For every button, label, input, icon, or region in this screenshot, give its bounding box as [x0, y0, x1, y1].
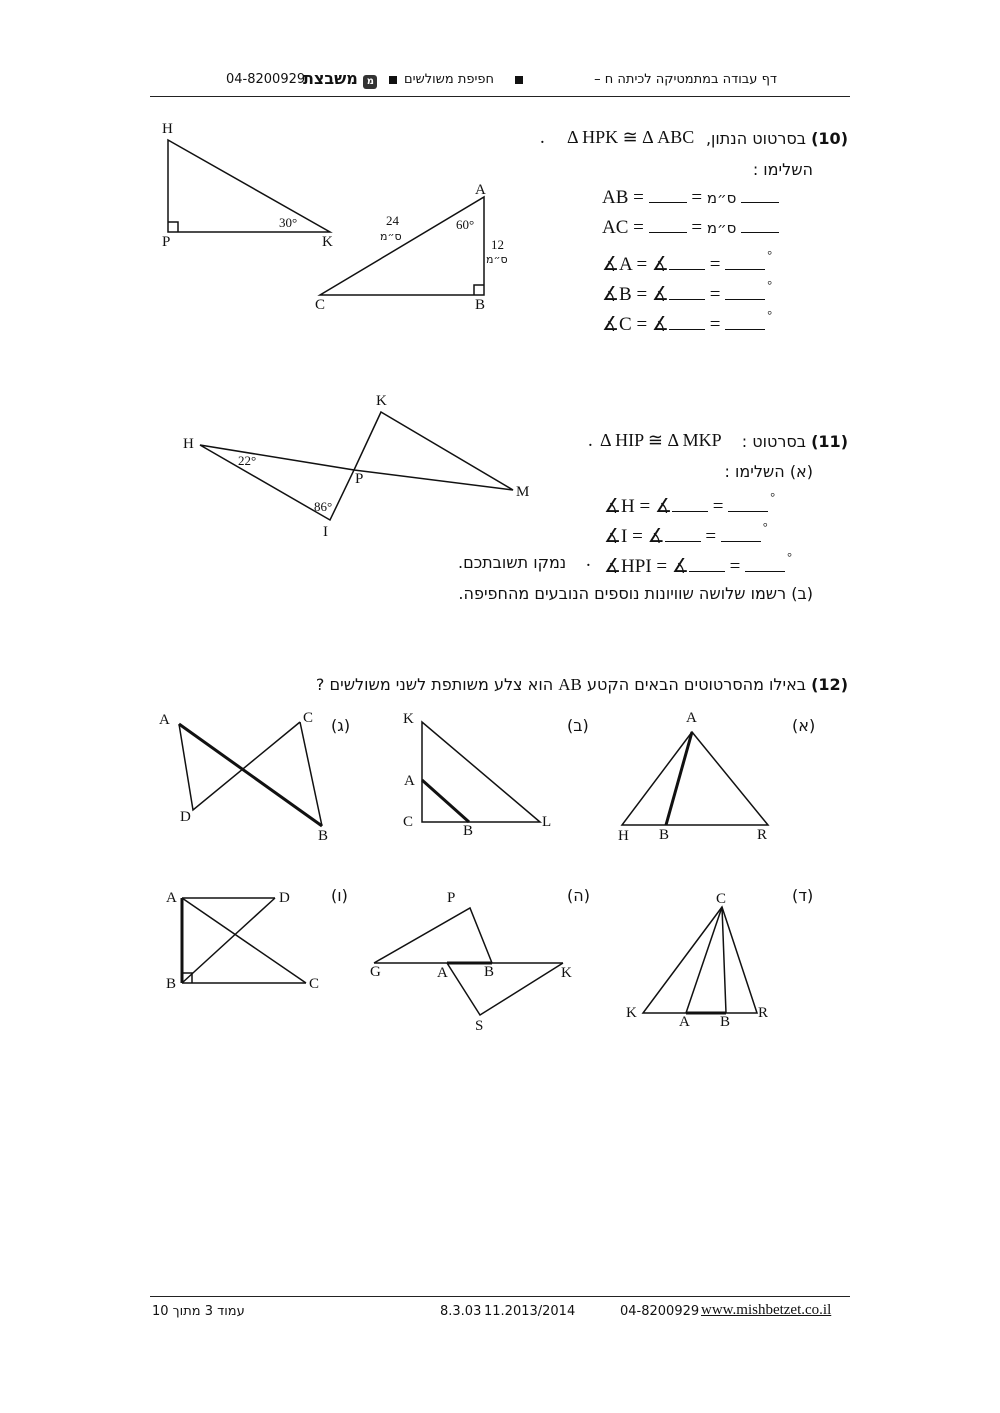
q11-complete: השלימו : [724, 462, 785, 481]
q11-angle-i-eq: = [705, 526, 717, 547]
q11-label-p: P [355, 471, 364, 487]
fig-d-label-r: R [758, 1005, 769, 1021]
fig-d-label-a: A [679, 1014, 690, 1030]
q10-line-ac-label: AC = [602, 217, 644, 238]
label-side-ac-unit: ס״מ [380, 230, 402, 243]
fig-f-label-c: C [309, 976, 320, 992]
fig-b-segment-ab [422, 780, 469, 822]
q10-angle-a-deg: ° [767, 248, 772, 262]
fig-d-label-k: K [626, 1005, 637, 1021]
fig-b-triangle [422, 722, 540, 822]
q11-statement: Δ HIP ≅ Δ MKP [600, 430, 722, 450]
fig-d-segment-ca [686, 907, 722, 1013]
q12-label-a: (א) [792, 716, 816, 735]
q10-angle-b-blank-1[interactable] [669, 285, 705, 300]
fig-a-label-b: B [659, 827, 670, 843]
label-h: H [162, 121, 173, 137]
right-angle-mark-b [474, 285, 484, 295]
q12-label-b: (ב) [567, 716, 589, 735]
fig-a-label-a: A [686, 710, 697, 726]
q11-angle-h-eq: = [712, 496, 724, 517]
q11-part-b [458, 584, 813, 603]
q11-part-a-label: (א) [789, 462, 813, 481]
fig-f-label-b: B [166, 976, 177, 992]
q10-angle-b-eq: = [709, 284, 721, 305]
footer-code: 8.3.03 [440, 1304, 482, 1319]
q11-angle-h-deg: ° [770, 490, 776, 504]
q11-period: . [588, 430, 593, 451]
fig-c-label-b: B [318, 828, 329, 844]
label-side-ab: 12 [491, 237, 504, 252]
q11-heading [742, 432, 848, 451]
q11-angle-hpi-deg: ° [787, 550, 792, 564]
fig-d-triangle [643, 907, 757, 1013]
q11-line-angle-h [604, 490, 775, 518]
q10-line-angle-a [602, 248, 772, 276]
q11-label-angle-i: 86° [314, 499, 333, 514]
header-brand-name: משבצת [303, 69, 358, 88]
q10-line-ab [602, 187, 779, 209]
fig-c-label-c: C [303, 710, 314, 726]
q11-part-b-label: (ב) [791, 584, 813, 603]
q10-line-ac [602, 217, 779, 239]
label-p: P [162, 234, 171, 250]
q12-heading [316, 675, 848, 695]
q10-angle-a-label: ∡A = ∡ [602, 254, 669, 275]
q10-heading [706, 129, 848, 148]
q10-ac-unit: ס״מ [706, 219, 737, 237]
q10-ab-blank-2[interactable] [741, 188, 779, 203]
footer-page: עמוד 3 מתוך 10 [152, 1304, 245, 1319]
q11-label-angle-h: 22° [238, 453, 257, 468]
q11-part-a [725, 462, 813, 481]
q11-angle-hpi-eq: = [729, 556, 741, 577]
fig-e-label-s: S [475, 1018, 484, 1034]
fig-f-label-a: A [166, 890, 177, 906]
fig-b-label-a: A [404, 773, 415, 789]
q12-number: (12) [811, 675, 848, 694]
fig-c-segment-ab [179, 724, 322, 826]
q11-angle-h-blank-2[interactable] [728, 497, 768, 512]
header-phone: 04-8200929 [226, 72, 306, 87]
q11-angle-h-blank-1[interactable] [672, 497, 708, 512]
fig-d-label-b: B [720, 1014, 731, 1030]
fig-e-label-b: B [484, 964, 495, 980]
label-k: K [322, 234, 333, 250]
q10-angle-c-blank-1[interactable] [669, 315, 705, 330]
fig-b-label-k: K [403, 711, 414, 727]
label-side-ac: 24 [386, 213, 399, 228]
triangle-abc [320, 197, 484, 295]
q10-statement: Δ HPK ≅ Δ ABC [567, 127, 695, 147]
q10-line-ab-label: AB = [602, 187, 644, 208]
q10-angle-c-blank-2[interactable] [725, 315, 765, 330]
q11-angle-i-deg: ° [762, 520, 768, 534]
fig-e-label-k: K [561, 965, 572, 981]
footer-date: 11.2013/2014 [484, 1304, 576, 1319]
fig-f-segment-ac [182, 898, 306, 983]
label-b: B [475, 297, 486, 313]
triangle-mkp [354, 412, 513, 490]
header-title: דף עבודה במתמטיקה לכיתה ח – [594, 72, 777, 87]
q10-angle-b-deg: ° [767, 278, 772, 292]
fig-c-segment-cb [300, 722, 322, 826]
q10-ab-blank-1[interactable] [649, 188, 687, 203]
q11-label-k: K [376, 393, 387, 409]
right-angle-mark-p [168, 222, 178, 232]
footer-url[interactable]: www.mishbetzet.co.il [701, 1302, 832, 1318]
fig-e-label-a: A [437, 965, 448, 981]
q10-ac-eq: = [691, 217, 703, 238]
q10-angle-b-blank-2[interactable] [725, 285, 765, 300]
q12-text-a: באילו מהסרטוטים הבאים הקטע [586, 675, 807, 694]
q11-angle-i-blank-1[interactable] [665, 527, 701, 542]
q11-angle-i-label: ∡I = ∡ [604, 526, 665, 547]
q12-segment: AB [558, 675, 582, 694]
fig-f-label-d: D [279, 890, 290, 906]
q11-label-m: M [516, 484, 530, 500]
q12-label-d: (ד) [792, 886, 814, 905]
q11-label-i: I [323, 524, 328, 540]
q10-angle-a-blank-2[interactable] [725, 255, 765, 270]
triangle-hpk [168, 140, 330, 232]
q10-line-angle-c [602, 308, 772, 336]
fig-a-label-h: H [618, 828, 629, 844]
header-topic: חפיפת משולשים [404, 72, 495, 87]
fig-b-label-b: B [463, 823, 474, 839]
q10-angle-a-eq: = [709, 254, 721, 275]
q11-angle-i-blank-2[interactable] [721, 527, 761, 542]
q12-text-b: הוא צלע משותפת לשני משולשים ? [315, 675, 554, 694]
fig-c-label-a: A [159, 712, 170, 728]
q10-angle-b-label: ∡B = ∡ [602, 284, 669, 305]
fig-d-label-c: C [716, 891, 727, 907]
q10-ac-blank-2[interactable] [741, 218, 779, 233]
q10-ab-unit: ס״מ [706, 189, 737, 207]
q11-intro: בסרטוט : [741, 432, 807, 451]
label-angle-k: 30° [279, 215, 298, 230]
q11-angle-hpi-blank-1[interactable] [689, 557, 725, 572]
q11-number: (11) [811, 432, 848, 451]
q12-label-f: (ו) [331, 886, 348, 905]
q10-ab-eq: = [691, 187, 703, 208]
q11-angle-h-label: ∡H = ∡ [604, 496, 673, 517]
fig-e-label-p: P [447, 890, 456, 906]
q10-angle-a-blank-1[interactable] [669, 255, 705, 270]
fig-c-label-d: D [180, 809, 191, 825]
label-side-ab-unit: ס״מ [486, 253, 508, 266]
q10-ac-blank-1[interactable] [649, 218, 687, 233]
fig-f-segment-db [182, 898, 275, 983]
fig-a-label-r: R [757, 827, 768, 843]
header-brand-mark: מ [363, 75, 377, 89]
q11-explain-period: . [586, 550, 591, 571]
fig-b-label-c: C [403, 814, 414, 830]
fig-a-segment-ab [666, 732, 692, 825]
q11-part-b-text: רשמו שלושה שוויונות נוספים הנובעים מהחפיפה. [458, 584, 787, 603]
q10-intro: בסרטוט הנתון, [705, 129, 807, 148]
q12-label-e: (ה) [567, 886, 590, 905]
fig-e-triangle-pgb [374, 908, 492, 963]
q11-line-angle-i [604, 520, 768, 548]
footer-phone: 04-8200929 [620, 1304, 700, 1319]
q10-angle-c-eq: = [709, 314, 721, 335]
q10-number: (10) [811, 129, 848, 148]
fig-e-label-g: G [370, 964, 381, 980]
q10-complete: השלימו : [752, 160, 813, 179]
fig-a-triangle [622, 732, 768, 825]
q11-line-angle-hpi [604, 550, 792, 578]
q11-angle-hpi-blank-2[interactable] [745, 557, 785, 572]
footer-rule [150, 1296, 850, 1297]
label-c: C [315, 297, 326, 313]
q12-label-c: (ג) [331, 716, 351, 735]
q10-angle-c-deg: ° [767, 308, 772, 322]
q10-line-angle-b [602, 278, 772, 306]
q11-angle-hpi-label: ∡HPI = ∡ [604, 556, 689, 577]
label-a: A [475, 182, 486, 198]
label-angle-a: 60° [456, 217, 475, 232]
q11-label-h: H [183, 436, 194, 452]
q10-period: . [540, 127, 545, 148]
fig-b-label-l: L [542, 814, 552, 830]
q10-angle-c-label: ∡C = ∡ [602, 314, 669, 335]
q11-explain: נמקו תשובתכם. [458, 553, 567, 572]
fig-d-segment-cb [722, 907, 726, 1013]
fig-e-triangle-sak [447, 963, 563, 1015]
